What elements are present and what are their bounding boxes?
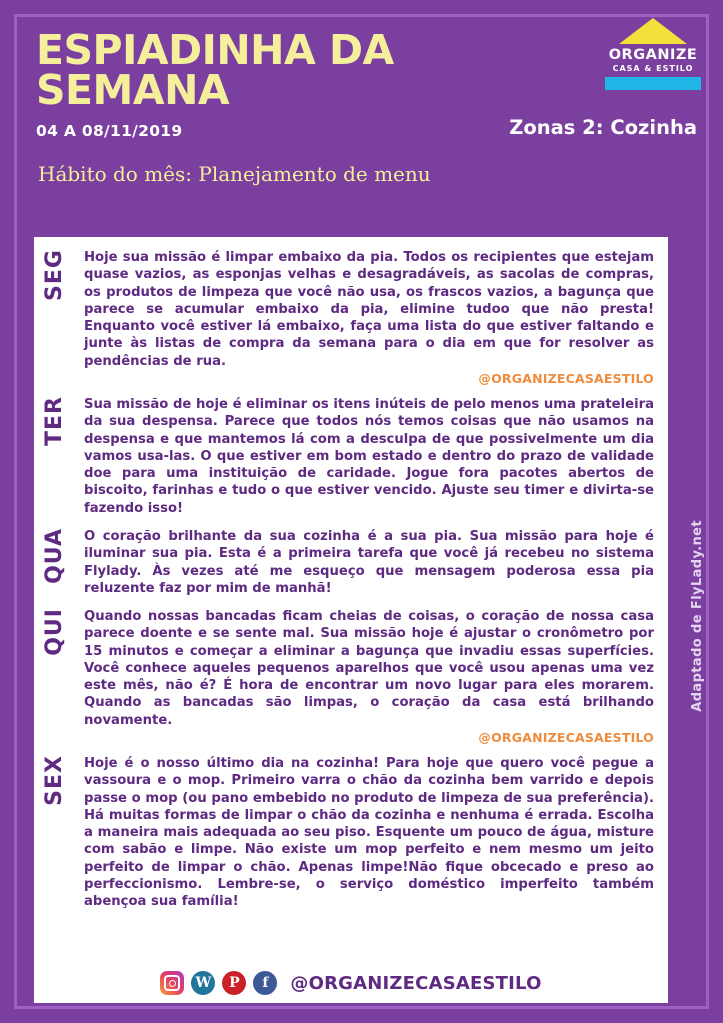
- list-item: [42, 396, 654, 518]
- day-tag-qui: @ORGANIZECASAESTILO: [478, 730, 654, 746]
- day-label-seg: SEG: [42, 249, 67, 301]
- instagram-icon[interactable]: [160, 971, 184, 995]
- day-label-sex: SEX: [42, 755, 67, 806]
- page-title: ESPIADINHA DA SEMANA: [36, 26, 394, 115]
- list-item: [42, 608, 654, 745]
- day-text-qua: O coração brilhante da sua cozinha é a sua pia. Sua missão para hoje é iluminar sua pia. Esta é a primeira tarefa que você já recebeu no sistema Flylady. Às vezes até me esqueço que mensagem poderosa essa pia reluzente faz por mim de manhã!: [84, 528, 654, 596]
- day-list: [34, 237, 668, 926]
- day-label-qui: QUI: [42, 608, 67, 656]
- wordpress-icon[interactable]: W: [191, 971, 215, 995]
- logo-name: ORGANIZE: [608, 47, 698, 63]
- day-text-qui: Quando nossas bancadas ficam cheias de coisas, o coração de nossa casa parece doente e se sente mal. Sua missão hoje é ajustar o cronômetro por 15 minutos e começar a eliminar a bagunça que invadiu essas superfícies. Você conhece aqueles pequenos aparelhos que você usou apenas uma vez este mês, não é? É hora de encontrar um novo lugar para eles morarem. Quando as bancadas são limpas, o coração da casa está brilhando novamente.: [84, 609, 654, 728]
- logo-subtitle: CASA & ESTILO: [612, 64, 694, 73]
- social-handle: @ORGANIZECASAESTILO: [290, 972, 542, 994]
- roof-icon: [619, 18, 687, 44]
- facebook-icon[interactable]: f: [253, 971, 277, 995]
- content-card: [34, 237, 668, 1003]
- day-label-ter: TER: [42, 395, 67, 446]
- zone-label: Zonas 2: Cozinha: [509, 116, 697, 139]
- list-item: [42, 528, 654, 598]
- pinterest-icon[interactable]: P: [222, 971, 246, 995]
- date-range: 04 A 08/11/2019: [36, 122, 183, 141]
- day-label-qua: QUA: [42, 527, 67, 584]
- day-text-seg: Hoje sua missão é limpar embaixo da pia. Todos os recipientes que estejam quase vazios, as esponjas velhas e desagradáveis, as sacolas de compras, os produtos de limpeza que você não usa, os frascos vazios, a bagunça que parece se acumular embaixo da pia, elimine tudoo que não presta! Enquanto você estiver lá embaixo, faça uma lista do que estiver faltando e junte às listas de compra da semana para o dia em que for resolver as pendências de rua.: [84, 250, 654, 369]
- list-item: [42, 755, 654, 912]
- day-tag-seg: @ORGANIZECASAESTILO: [478, 370, 654, 386]
- habit-of-the-month: Hábito do mês: Planejamento de menu: [38, 162, 431, 187]
- brand-logo: [605, 18, 701, 90]
- day-text-sex: Hoje é o nosso último dia na cozinha! Para hoje que quero você pegue a vassoura e o mop. Primeiro varra o chão da cozinha bem varrido e depois passe o mop (ou pano embebido no produto de limpeza de sua preferência). Há muitas formas de limpar o chão da cozinha e nenhuma é errada. Escolha a maneira mais adequada ao seu piso. Esquente um pouco de água, misture com sabão e limpe. Não existe um mop perfeito e nem mesmo um jeito perfeito de limpar o chão. Apenas limpe!Não fique obcecado e preso ao perfeccionismo. Lembre-se, o serviço doméstico imperfeito também abençoa sua família!: [84, 756, 654, 910]
- list-item: [42, 249, 654, 386]
- day-text-ter: Sua missão de hoje é eliminar os itens inúteis de pelo menos uma prateleira da sua despensa. Parece que todos nós temos coisas que não usamos na despensa e que mantemos lá com a desculpa de que possivelmente um dia vamos usa-las. O que estiver em bom estado e dentro do prazo de validade doe para uma instituição de caridade. Jogue fora pacotes abertos de biscoito, farinhas e tudo o que estiver vencido. Ajuste seu timer e divirta-se fazendo isso!: [84, 396, 654, 516]
- source-credit: Adaptado de FlyLady.net: [690, 520, 705, 712]
- social-footer: [34, 971, 668, 995]
- logo-bar: [605, 77, 701, 90]
